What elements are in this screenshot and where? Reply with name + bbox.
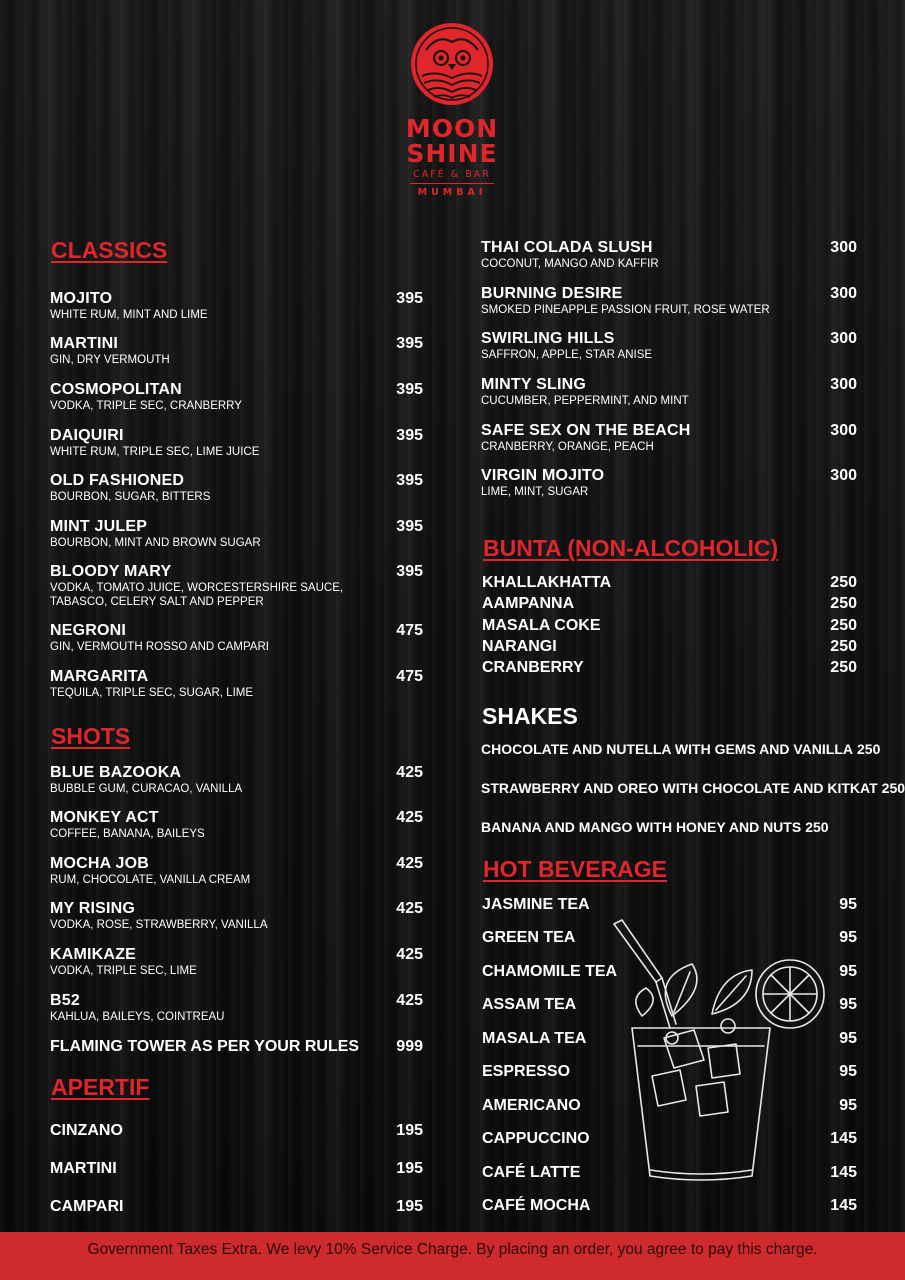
item-name: CINZANO: [50, 1122, 123, 1139]
classics-heading: CLASSICS: [51, 237, 168, 263]
item-name: BURNING DESIRE: [481, 285, 623, 302]
menu-item: [50, 471, 380, 504]
brand-name-line1: MOON: [405, 114, 499, 143]
item-desc: GIN, VERMOUTH ROSSO AND CAMPARI: [50, 641, 269, 653]
item-name: THAI COLADA SLUSH: [481, 239, 653, 256]
apertif-heading: APERTIF: [51, 1074, 150, 1100]
item-name: MINT JULEP: [50, 518, 148, 535]
item-price: 395: [396, 381, 423, 398]
item-name: MARTINI: [50, 335, 119, 352]
item-name: MARGARITA: [50, 668, 149, 685]
item-price: 95: [839, 1097, 857, 1114]
item-name: COSMOPOLITAN: [50, 381, 182, 398]
item-name: MINTY SLING: [481, 376, 587, 393]
item-name: SAFE SEX ON THE BEACH: [481, 422, 691, 439]
owl-emblem-icon: [408, 20, 496, 108]
item-name: BLOODY MARY: [50, 563, 172, 580]
item-price: 425: [396, 900, 423, 917]
shots-heading: SHOTS: [51, 723, 131, 749]
item-price: 300: [830, 422, 857, 439]
item-name: MOCHA JOB: [50, 855, 149, 872]
menu-item: [481, 329, 821, 362]
item-price: 95: [839, 963, 857, 980]
item-price: 250: [830, 574, 857, 591]
menu-item: [50, 562, 380, 609]
menu-item: [481, 284, 821, 317]
item-name: CHOCOLATE AND NUTELLA WITH GEMS AND VANILLA: [481, 741, 854, 757]
brand-logo: [402, 20, 502, 216]
shake-item: [481, 818, 829, 836]
item-price: 300: [830, 239, 857, 256]
item-price: 425: [396, 992, 423, 1009]
item-price: 395: [396, 290, 423, 307]
item-price: 300: [830, 467, 857, 484]
item-price: 250: [830, 617, 857, 634]
menu-item: [50, 667, 380, 700]
item-price: 195: [396, 1122, 423, 1139]
item-price: 145: [830, 1130, 857, 1147]
item-price: 145: [830, 1197, 857, 1214]
item-name: KHALLAKHATTA: [482, 574, 612, 591]
brand-city: MUMBAI: [410, 183, 494, 198]
item-price: 395: [396, 563, 423, 580]
item-name: OLD FASHIONED: [50, 472, 185, 489]
item-name: NEGRONI: [50, 622, 127, 639]
item-price: 250: [805, 819, 829, 835]
menu-item: [50, 621, 380, 654]
item-desc: VODKA, ROSE, STRAWBERRY, VANILLA: [50, 919, 268, 931]
item-price: 195: [396, 1160, 423, 1177]
item-name: BANANA AND MANGO WITH HONEY AND NUTS: [481, 819, 802, 835]
item-name: JASMINE TEA: [482, 896, 590, 913]
item-price: 250: [830, 595, 857, 612]
item-name: MASALA COKE: [482, 617, 601, 634]
item-name: DAIQUIRI: [50, 427, 124, 444]
item-price: 395: [396, 472, 423, 489]
item-name: MARTINI: [50, 1160, 117, 1177]
shake-item: [481, 779, 905, 797]
menu-item: [481, 421, 821, 454]
item-desc: VODKA, TOMATO JUICE, WORCESTERSHIRE SAUCE,: [50, 582, 344, 594]
item-price: 395: [396, 427, 423, 444]
item-price: 300: [830, 330, 857, 347]
item-desc: VODKA, TRIPLE SEC, CRANBERRY: [50, 400, 242, 412]
item-desc: GIN, DRY VERMOUTH: [50, 354, 170, 366]
menu-item: [481, 238, 821, 271]
item-name: CAFÉ LATTE: [482, 1164, 581, 1181]
bunta-heading: BUNTA (NON-ALCOHOLIC): [483, 535, 779, 561]
item-price: 425: [396, 855, 423, 872]
item-price: 250: [830, 659, 857, 676]
item-name: SWIRLING HILLS: [481, 330, 615, 347]
item-name: GREEN TEA: [482, 929, 576, 946]
item-name: ASSAM TEA: [482, 996, 577, 1013]
item-price: 300: [830, 376, 857, 393]
item-name: ESPRESSO: [482, 1063, 571, 1080]
item-price: 250: [881, 780, 905, 796]
item-price: 95: [839, 996, 857, 1013]
item-desc: CRANBERRY, ORANGE, PEACH: [481, 441, 654, 453]
item-price: 300: [830, 285, 857, 302]
shake-item: [481, 740, 880, 758]
item-name: CAFÉ MOCHA: [482, 1197, 591, 1214]
item-name: MASALA TEA: [482, 1030, 587, 1047]
item-price: 999: [396, 1038, 423, 1055]
item-price: 395: [396, 335, 423, 352]
shakes-heading: SHAKES: [482, 703, 578, 729]
menu-item: [481, 375, 821, 408]
item-name: CRANBERRY: [482, 659, 584, 676]
item-name: CAPPUCCINO: [482, 1130, 590, 1147]
hot-beverage-heading: HOT BEVERAGE: [483, 856, 668, 882]
item-desc: CUCUMBER, PEPPERMINT, AND MINT: [481, 395, 689, 407]
item-price: 395: [396, 518, 423, 535]
menu-item: [50, 289, 380, 322]
brand-subtitle: CAFÉ & BAR: [413, 169, 491, 180]
item-price: 475: [396, 622, 423, 639]
item-desc-line2: TABASCO, CELERY SALT AND PEPPER: [50, 596, 264, 608]
menu-item: [50, 945, 380, 978]
item-name: NARANGI: [482, 638, 557, 655]
footer-notice: Government Taxes Extra. We levy 10% Service Charge. By placing an order, you agree to pay this charge.: [0, 1232, 905, 1280]
item-desc: TEQUILA, TRIPLE SEC, SUGAR, LIME: [50, 687, 254, 699]
item-name: B52: [50, 992, 80, 1009]
item-price: 95: [839, 929, 857, 946]
item-desc: VODKA, TRIPLE SEC, LIME: [50, 965, 197, 977]
item-name: CHAMOMILE TEA: [482, 963, 618, 980]
menu-item: [50, 899, 380, 932]
menu-item: [50, 426, 380, 459]
menu-item: [50, 334, 380, 367]
item-desc: RUM, CHOCOLATE, VANILLA CREAM: [50, 874, 251, 886]
item-desc: LIME, MINT, SUGAR: [481, 486, 589, 498]
menu-item: [50, 380, 380, 413]
item-price: 95: [839, 1030, 857, 1047]
brand-name-line2: SHINE: [406, 139, 498, 168]
item-name: KAMIKAZE: [50, 946, 137, 963]
item-price: 425: [396, 764, 423, 781]
item-price: 250: [857, 741, 881, 757]
item-name: AAMPANNA: [482, 595, 575, 612]
menu-item: [50, 517, 380, 550]
item-price: 425: [396, 809, 423, 826]
item-desc: SAFFRON, APPLE, STAR ANISE: [481, 349, 653, 361]
menu-item: [481, 466, 821, 499]
item-name: MY RISING: [50, 900, 136, 917]
item-desc: WHITE RUM, TRIPLE SEC, LIME JUICE: [50, 446, 260, 458]
item-desc: COCONUT, MANGO AND KAFFIR: [481, 258, 659, 270]
item-desc: SMOKED PINEAPPLE PASSION FRUIT, ROSE WATER: [481, 304, 770, 316]
item-name: FLAMING TOWER AS PER YOUR RULES: [50, 1038, 360, 1055]
item-price: 95: [839, 896, 857, 913]
item-name: MOJITO: [50, 290, 113, 307]
item-desc: COFFEE, BANANA, BAILEYS: [50, 828, 205, 840]
item-name: MONKEY ACT: [50, 809, 159, 826]
item-price: 95: [839, 1063, 857, 1080]
cocktail-glass-illustration: [612, 918, 832, 1188]
item-name: VIRGIN MOJITO: [481, 467, 605, 484]
menu-item: [50, 991, 380, 1024]
item-price: 425: [396, 946, 423, 963]
item-name: AMERICANO: [482, 1097, 581, 1114]
item-price: 145: [830, 1164, 857, 1181]
menu-item: [50, 808, 380, 841]
item-desc: KAHLUA, BAILEYS, COINTREAU: [50, 1011, 225, 1023]
menu-item: [50, 854, 380, 887]
item-desc: WHITE RUM, MINT AND LIME: [50, 309, 208, 321]
item-price: 250: [830, 638, 857, 655]
item-name: CAMPARI: [50, 1198, 124, 1215]
item-desc: BOURBON, SUGAR, BITTERS: [50, 491, 211, 503]
item-desc: BOURBON, MINT AND BROWN SUGAR: [50, 537, 261, 549]
item-name: STRAWBERRY AND OREO WITH CHOCOLATE AND KITKAT: [481, 780, 878, 796]
menu-item: [50, 763, 380, 796]
item-name: BLUE BAZOOKA: [50, 764, 182, 781]
item-desc: BUBBLE GUM, CURACAO, VANILLA: [50, 783, 243, 795]
item-price: 475: [396, 668, 423, 685]
item-price: 195: [396, 1198, 423, 1215]
